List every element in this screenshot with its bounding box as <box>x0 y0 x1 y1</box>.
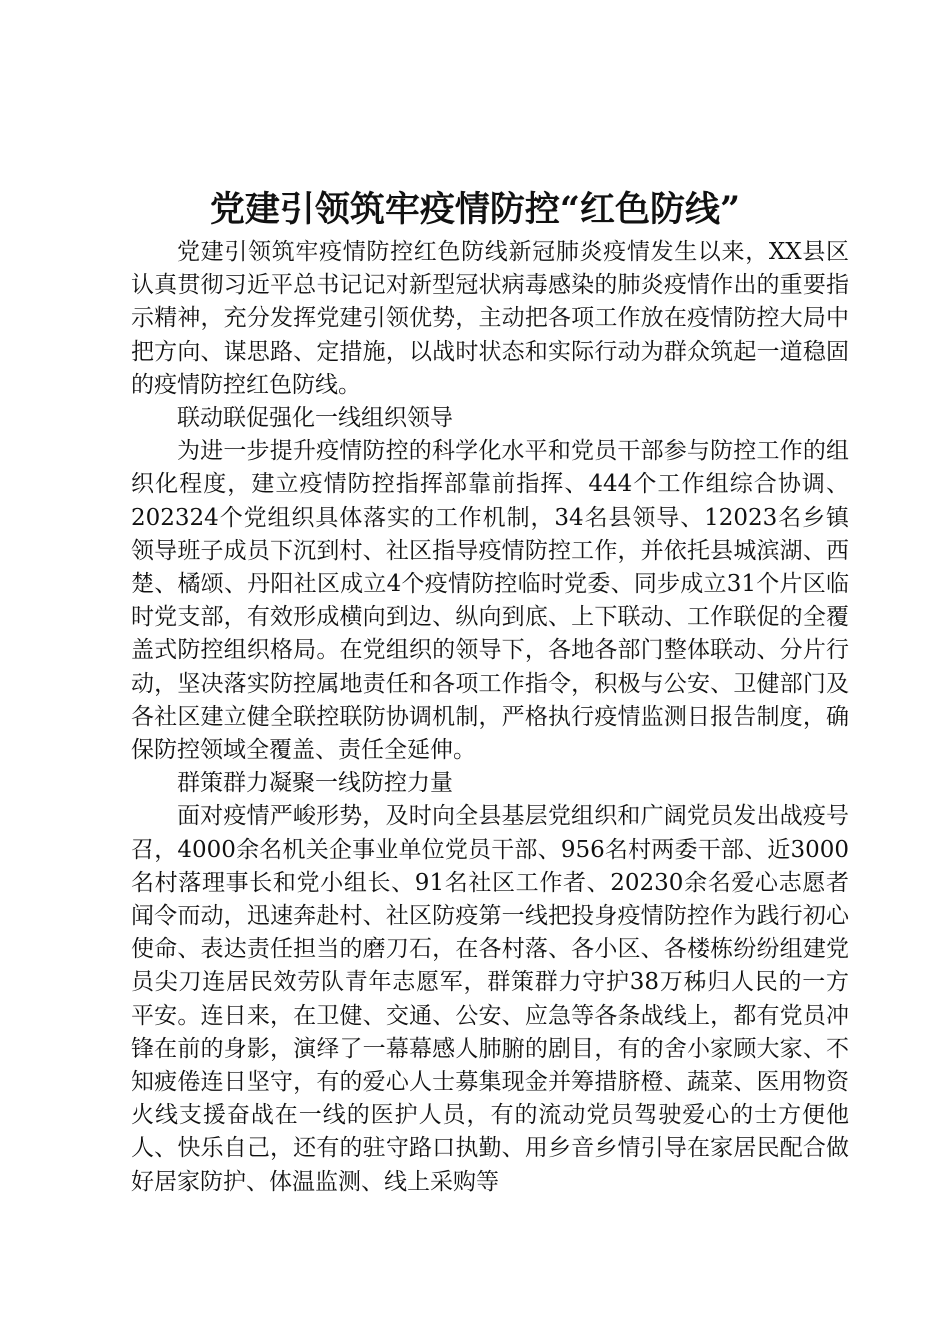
document-body <box>131 236 849 1199</box>
section-2-paragraph: 面对疫情严峻形势，及时向全县基层党组织和广阔党员发出战疫号召，4000余名机关企事业单位党员干部、956名村两委干部、近3000名村落理事长和党小组长、91名社区工作者、20230余名爱心志愿者闻令而动，迅速奔赴村、社区防疫第一线把投身疫情防控作为践行初心使命、表达责任担当的磨刀石，在各村落、各小区、各楼栋纷纷组建党员尖刀连居民效劳队青年志愿军，群策群力守护38万秭归人民的一方平安。连日来，在卫健、交通、公安、应急等各条战线上，都有党员冲锋在前的身影，演绎了一幕幕感人肺腑的剧目，有的舍小家顾大家、不知疲倦连日坚守，有的爱心人士募集现金并筹措脐橙、蔬菜、医用物资火线支援奋战在一线的医护人员，有的流动党员驾驶爱心的士方便他人、快乐自己，还有的驻守路口执勤、用乡音乡情引导在家居民配合做好居家防护、体温监测、线上采购等 <box>131 803 849 1195</box>
section-heading-2: 群策群力凝聚一线防控力量 <box>177 770 453 797</box>
intro-paragraph: 党建引领筑牢疫情防控红色防线新冠肺炎疫情发生以来，XX县区认真贯彻习近平总书记记对新型冠状病毒感染的肺炎疫情作出的重要指示精神，充分发挥党建引领优势，主动把各项工作放在疫情防控大局中把方向、谋思路、定措施，以战时状态和实际行动为群众筑起一道稳固的疫情防控红色防线。 <box>131 239 849 398</box>
section-heading-1: 联动联促强化一线组织领导 <box>177 405 453 432</box>
document-title: 党建引领筑牢疫情防控“红色防线” <box>209 189 741 230</box>
section-1-paragraph: 为进一步提升疫情防控的科学化水平和党员干部参与防控工作的组织化程度，建立疫情防控指挥部靠前指挥、444个工作组综合协调、202324个党组织具体落实的工作机制，34名县领导、12023名乡镇领导班子成员下沉到村、社区指导疫情防控工作，并依托县城滨湖、西楚、橘颂、丹阳社区成立4个疫情防控临时党委、同步成立31个片区临时党支部，有效形成横向到边、纵向到底、上下联动、工作联促的全覆盖式防控组织格局。在党组织的领导下，各地各部门整体联动、分片行动，坚决落实防控属地责任和各项工作指令，积极与公安、卫健部门及各社区建立健全联控联防协调机制，严格执行疫情监测日报告制度，确保防控领域全覆盖、责任全延伸。 <box>131 438 849 764</box>
